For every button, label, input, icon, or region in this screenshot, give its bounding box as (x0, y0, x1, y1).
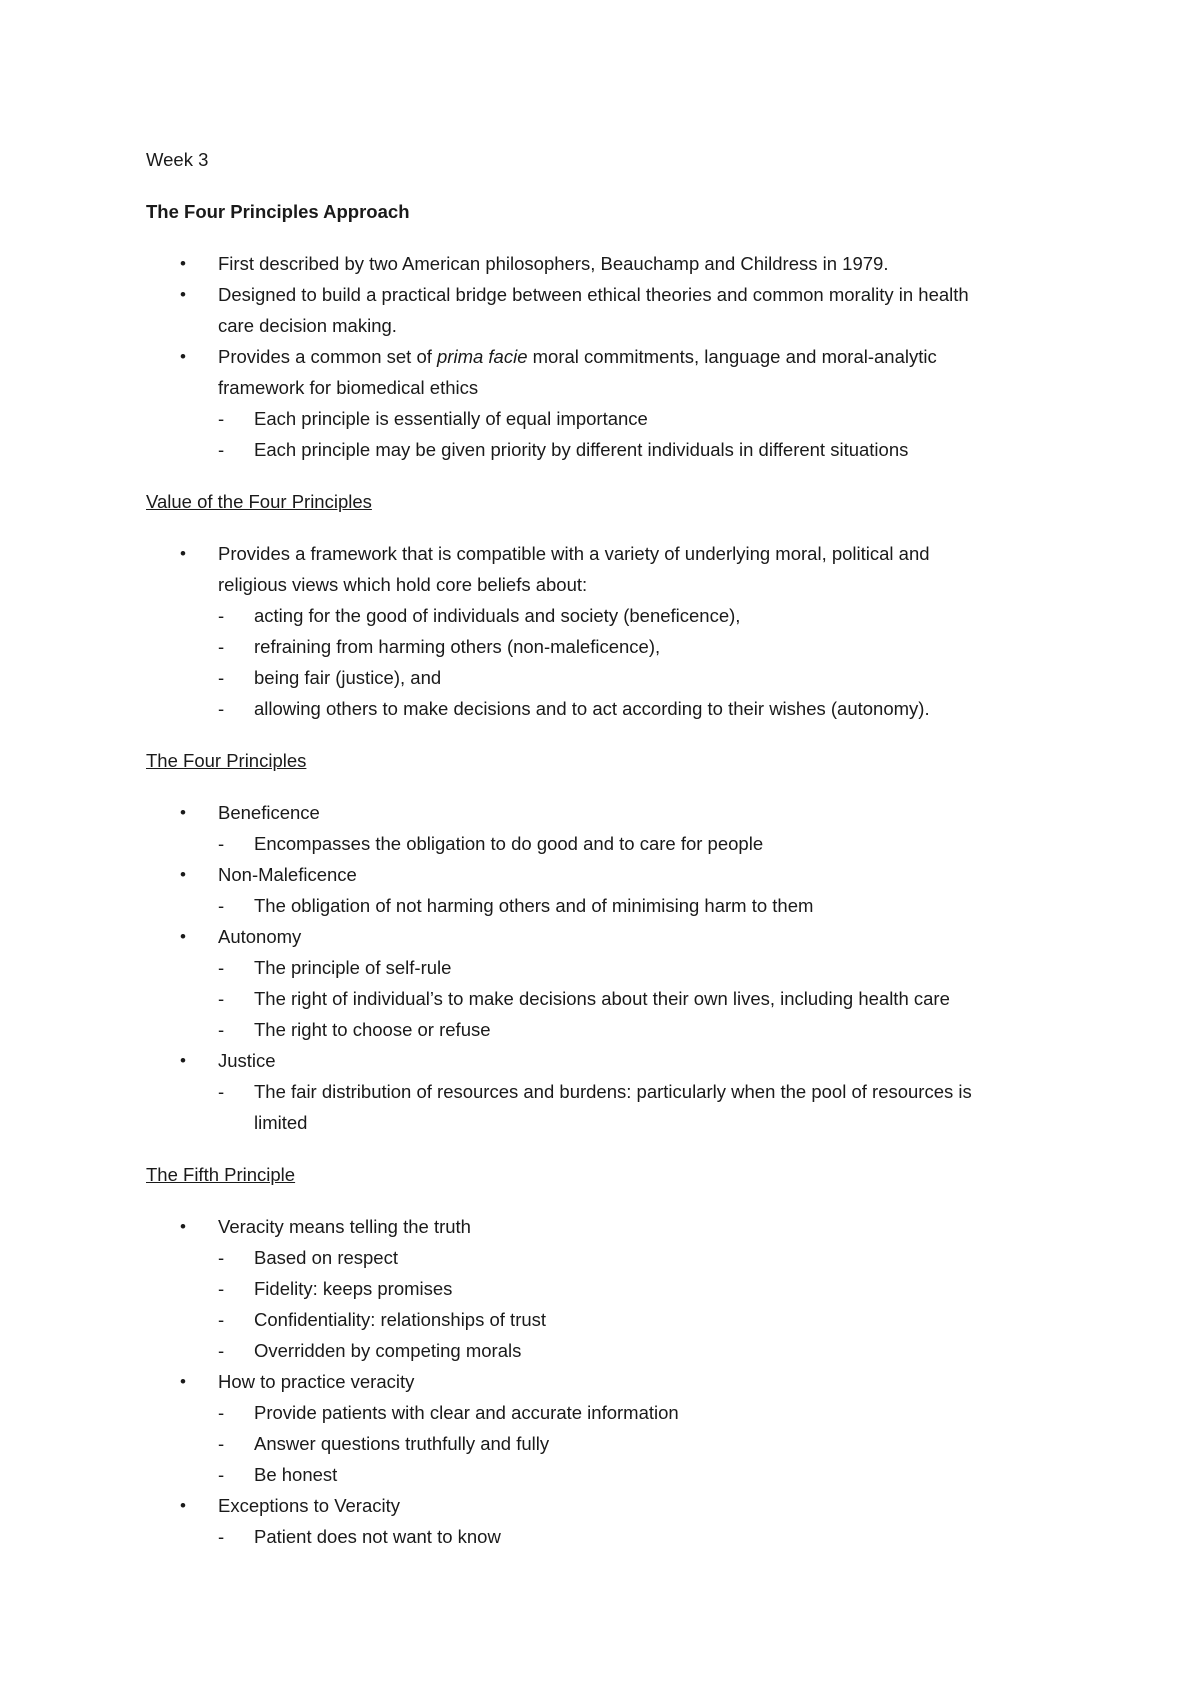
list-item: Non-Maleficence (218, 864, 357, 885)
dash-icon: - (218, 408, 225, 429)
italic-term: prima facie (437, 346, 528, 367)
dash-icon: - (218, 1402, 225, 1423)
dash-icon: - (218, 1464, 225, 1485)
sub-list-item: Encompasses the obligation to do good and to care for people (254, 833, 764, 854)
dash-icon: - (218, 1309, 225, 1330)
bullet-icon: • (180, 927, 186, 946)
list-item: Designed to build a practical bridge between ethical theories and common morality in health (218, 284, 969, 305)
sub-list-item: Confidentiality: relationships of trust (254, 1309, 547, 1330)
bullet-icon: • (180, 803, 186, 822)
week-label: Week 3 (146, 149, 209, 170)
sub-list-item: Be honest (254, 1464, 338, 1485)
dash-icon: - (218, 1247, 225, 1268)
list-item: Autonomy (218, 926, 302, 947)
bullet-icon: • (180, 544, 186, 563)
text-run: Provides a common set of (218, 346, 438, 367)
sub-list-item: allowing others to make decisions and to act according to their wishes (autonomy). (254, 698, 930, 719)
dash-icon: - (218, 605, 225, 626)
sub-list-item: Patient does not want to know (254, 1526, 501, 1547)
section-title-fifth-principle: The Fifth Principle (146, 1164, 296, 1185)
sub-list-item: The fair distribution of resources and burdens: particularly when the pool of resources is (254, 1081, 972, 1102)
dash-icon: - (218, 698, 225, 719)
list-item (218, 345, 937, 369)
dash-icon: - (218, 957, 225, 978)
sub-list-item: Overridden by competing morals (254, 1340, 522, 1361)
list-item: First described by two American philosophers, Beauchamp and Childress in 1979. (218, 253, 889, 274)
bullet-icon: • (180, 1496, 186, 1515)
bullet-icon: • (180, 285, 186, 304)
list-item: Justice (218, 1050, 276, 1071)
dash-icon: - (218, 1019, 225, 1040)
section-title-four-principles-approach: The Four Principles Approach (146, 201, 410, 222)
section-title-value-of-four-principles: Value of the Four Principles (146, 491, 372, 512)
dash-icon: - (218, 1081, 225, 1102)
bullet-icon: • (180, 347, 186, 366)
list-item: How to practice veracity (218, 1371, 415, 1392)
sub-list-item: Answer questions truthfully and fully (254, 1433, 550, 1454)
list-item: Veracity means telling the truth (218, 1216, 471, 1237)
sub-list-item: The principle of self-rule (254, 957, 452, 978)
bullet-icon: • (180, 1217, 186, 1236)
dash-icon: - (218, 439, 225, 460)
dash-icon: - (218, 1526, 225, 1547)
sub-list-item: The right of individual’s to make decisions about their own lives, including health care (254, 988, 950, 1009)
sub-list-item: being fair (justice), and (254, 667, 442, 688)
dash-icon: - (218, 988, 225, 1009)
section-title-four-principles: The Four Principles (146, 750, 307, 771)
bullet-icon: • (180, 1051, 186, 1070)
list-item: Beneficence (218, 802, 320, 823)
bullet-icon: • (180, 1372, 186, 1391)
sub-list-item: Each principle may be given priority by different individuals in different situations (254, 439, 909, 460)
sub-list-item: acting for the good of individuals and society (beneficence), (254, 605, 741, 626)
list-item: Provides a framework that is compatible with a variety of underlying moral, political and (218, 543, 930, 564)
sub-list-item: The obligation of not harming others and of minimising harm to them (254, 895, 814, 916)
dash-icon: - (218, 833, 225, 854)
dash-icon: - (218, 1278, 225, 1299)
list-item-continuation: care decision making. (218, 315, 397, 336)
text-run: moral commitments, language and moral-analytic (527, 346, 937, 367)
dash-icon: - (218, 636, 225, 657)
sub-list-item: Based on respect (254, 1247, 398, 1268)
bullet-icon: • (180, 865, 186, 884)
dash-icon: - (218, 667, 225, 688)
dash-icon: - (218, 1433, 225, 1454)
sub-list-item-continuation: limited (254, 1112, 308, 1133)
list-item: Exceptions to Veracity (218, 1495, 401, 1516)
list-item-continuation: religious views which hold core beliefs about: (218, 574, 588, 595)
bullet-icon: • (180, 254, 186, 273)
sub-list-item: refraining from harming others (non-maleficence), (254, 636, 661, 657)
sub-list-item: Each principle is essentially of equal importance (254, 408, 648, 429)
sub-list-item: Provide patients with clear and accurate information (254, 1402, 679, 1423)
dash-icon: - (218, 895, 225, 916)
dash-icon: - (218, 1340, 225, 1361)
sub-list-item: Fidelity: keeps promises (254, 1278, 453, 1299)
list-item-continuation: framework for biomedical ethics (218, 377, 479, 398)
sub-list-item: The right to choose or refuse (254, 1019, 491, 1040)
